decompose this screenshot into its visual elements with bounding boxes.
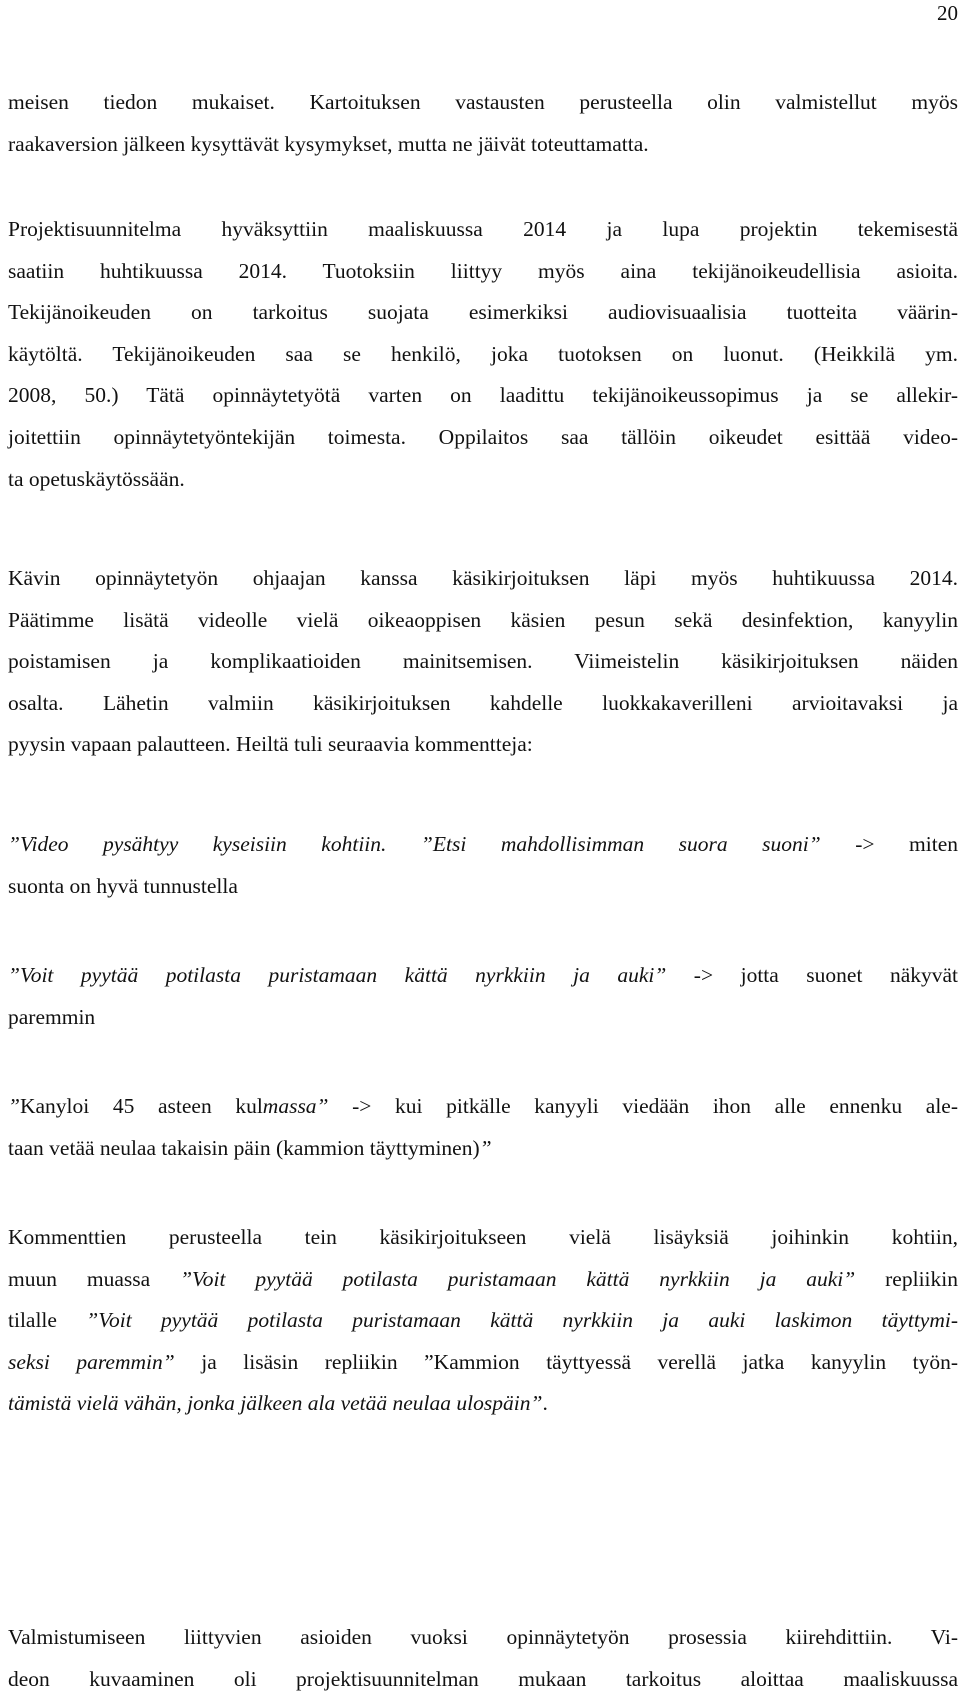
- quote-text: Kanyloi 45 asteen kul: [19, 1094, 263, 1118]
- quote-text: massa”: [262, 1094, 329, 1118]
- text-line: meisen tiedon mukaiset. Kartoituksen vastausten perusteella olin valmistellut myös: [8, 90, 958, 114]
- text-line: [8, 1300, 958, 1342]
- text-line: [8, 1128, 958, 1170]
- text-run: repliikin: [855, 1266, 958, 1291]
- reply-text: -> jotta suonet näkyvät: [666, 963, 958, 987]
- quote-text: ”Voit pyytää potilasta puristamaan kättä nyrkkiin ja auki”: [8, 963, 667, 987]
- comment-quote-2: [8, 955, 958, 1038]
- text-line: saatiin huhtikuussa 2014. Tuotoksiin liittyy myös aina tekijänoikeudellisia asioita.: [8, 258, 958, 283]
- text-line: 2008, 50.) Tätä opinnäytetyötä varten on laadittu tekijänoikeussopimus ja se allekir-: [8, 383, 958, 408]
- text-line: [8, 955, 958, 997]
- text-run: tilalle: [8, 1308, 87, 1333]
- text-line: deon kuvaaminen oli projektisuunnitelman mukaan tarkoitus aloittaa maaliskuussa: [8, 1666, 958, 1691]
- page-number: 20: [937, 1, 958, 25]
- quote-text: seksi paremmin”: [8, 1349, 175, 1374]
- quote-mark: ”: [8, 1094, 20, 1118]
- reply-text: -> kui pitkälle kanyyli viedään ihon alle ennenku ale-: [328, 1094, 958, 1118]
- text-line: [8, 1086, 958, 1128]
- quote-text: ”Voit pyytää potilasta puristamaan kättä nyrkkiin ja auki”: [180, 1266, 856, 1291]
- text-run: .: [542, 1391, 548, 1416]
- paragraph-comments: [8, 1217, 958, 1425]
- text-line: Projektisuunnitelma hyväksyttiin maaliskuussa 2014 ja lupa projektin tekemisestä: [8, 217, 958, 241]
- text-line: [8, 1342, 958, 1384]
- text-line: [8, 824, 958, 866]
- text-line: [8, 1383, 958, 1425]
- text-line: käytöltä. Tekijänoikeuden saa se henkilö, joka tuotoksen on luonut. (Heikkilä ym.: [8, 341, 958, 366]
- text-line: Kommenttien perusteella tein käsikirjoitukseen vielä lisäyksiä joihinkin kohtiin,: [8, 1225, 958, 1249]
- text-line: Kävin opinnäytetyön ohjaajan kanssa käsikirjoituksen läpi myös huhtikuussa 2014.: [8, 566, 958, 590]
- paragraph-2: [8, 209, 958, 500]
- paragraph-1: [8, 82, 958, 165]
- text-line: Valmistumiseen liittyvien asioiden vuoksi opinnäytetyön prosessia kiirehdittiin. Vi-: [8, 1625, 958, 1649]
- reply-text: -> miten: [820, 832, 958, 856]
- text-line: poistamisen ja komplikaatioiden mainitsemisen. Viimeistelin käsikirjoituksen näiden: [8, 649, 958, 674]
- comment-quote-3: [8, 1086, 958, 1169]
- text-line: Tekijänoikeuden on tarkoitus suojata esimerkiksi audiovisuaalisia tuotteita väärin-: [8, 300, 958, 325]
- comment-quote-1: [8, 824, 958, 907]
- quote-mark: ”: [479, 1135, 492, 1160]
- text-line: pyysin vapaan palautteen. Heiltä tuli seuraavia kommentteja:: [8, 732, 533, 757]
- text-line: [8, 1259, 958, 1301]
- quote-text: ”Video pysähtyy kyseisiin kohtiin. ”Etsi mahdollisimman suora suoni”: [8, 832, 821, 856]
- text-line: ta opetuskäytössään.: [8, 466, 185, 491]
- quote-text: ”Voit pyytää potilasta puristamaan kättä nyrkkiin ja auki laskimon täyttymi-: [86, 1308, 959, 1333]
- reply-text: taan vetää neulaa takaisin päin (kammion täyttyminen): [8, 1135, 480, 1160]
- paragraph-3: [8, 558, 958, 766]
- text-run: muun muassa: [8, 1266, 181, 1291]
- text-line: raakaversion jälkeen kysyttävät kysymykset, mutta ne jäivät toteuttamatta.: [8, 131, 649, 156]
- text-line: joitettiin opinnäytetyöntekijän toimesta. Oppilaitos saa tällöin oikeudet esittää video-: [8, 424, 958, 449]
- text-line: suonta on hyvä tunnustella: [8, 873, 238, 898]
- text-line: paremmin: [8, 1004, 96, 1029]
- paragraph-final: [8, 1617, 958, 1700]
- text-run: ja lisäsin repliikin ”Kammion täyttyessä verellä jatka kanyylin työn-: [174, 1349, 959, 1374]
- text-line: osalta. Lähetin valmiin käsikirjoituksen kahdelle luokkakaverilleni arvioitavaksi ja: [8, 690, 958, 715]
- quote-text: tämistä vielä vähän, jonka jälkeen ala vetää neulaa ulospäin”: [8, 1391, 543, 1416]
- text-line: Päätimme lisätä videolle vielä oikeaoppisen käsien pesun sekä desinfektion, kanyylin: [8, 607, 958, 632]
